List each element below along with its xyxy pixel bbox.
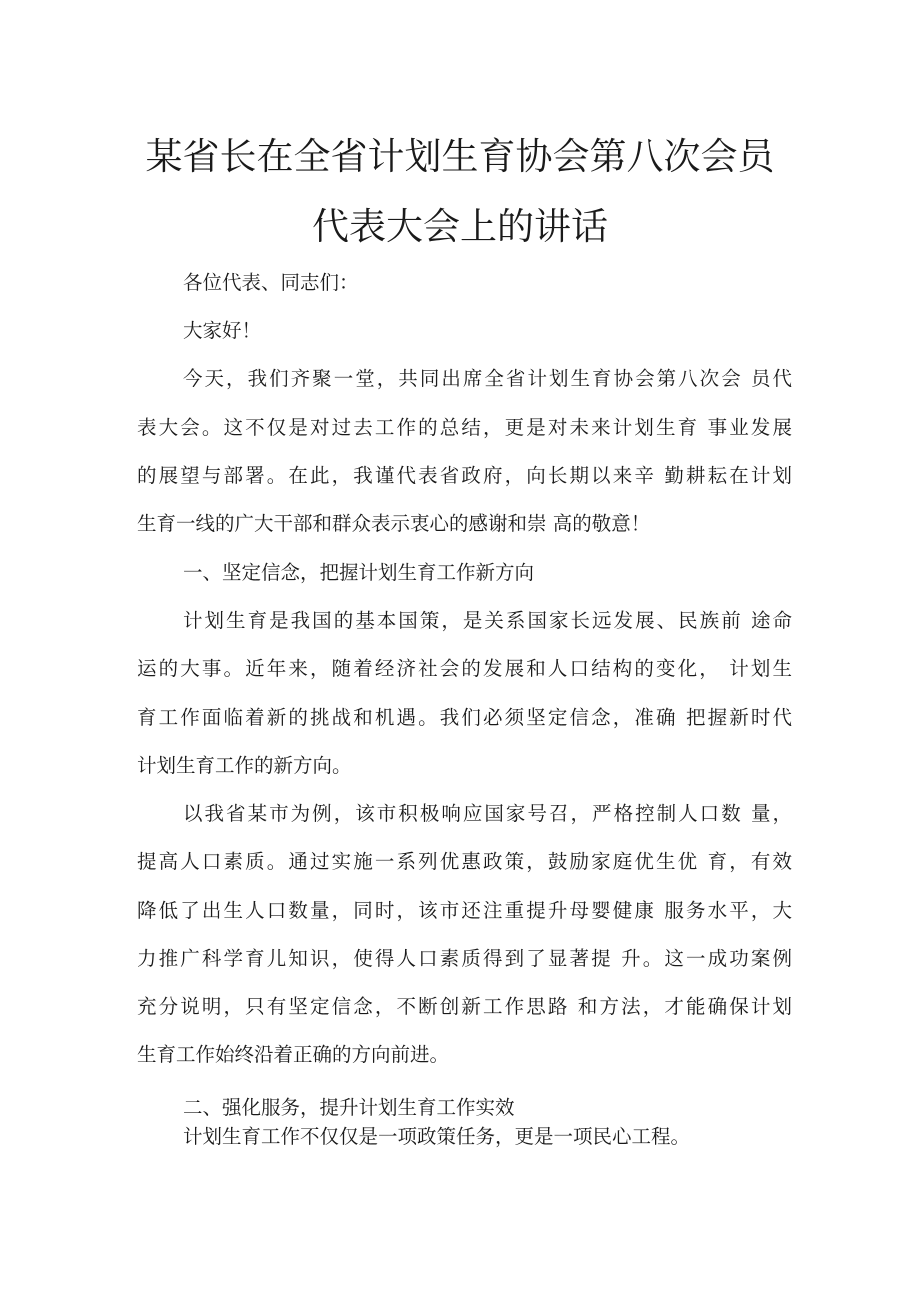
- paragraph-line: 力推广科学育儿知识，使得人口素质得到了显著提 升。这一成功案例: [137, 947, 792, 970]
- section-heading-1: 一、坚定信念，把握计划生育工作新方向: [183, 561, 535, 584]
- paragraph-line: 降低了出生人口数量，同时，该市还注重提升母婴健康 服务水平，大: [137, 899, 792, 922]
- document-title-line-1: 某省长在全省计划生育协会第八次会员: [145, 135, 775, 178]
- salutation: 各位代表、同志们：: [183, 271, 359, 294]
- document-title-line-2: 代表大会上的讲话: [312, 205, 608, 248]
- paragraph-line: 生育工作始终沿着正确的方向前进。: [137, 1043, 450, 1066]
- paragraph-line: 充分说明，只有坚定信念，不断创新工作思路 和方法，才能确保计划: [137, 995, 792, 1018]
- paragraph-line: 表大会。这不仅是对过去工作的总结，更是对未来计划生育 事业发展: [137, 416, 792, 439]
- paragraph-line: 计划生育是我国的基本国策，是关系国家长远发展、民族前 途命: [183, 609, 792, 632]
- paragraph-line: 计划生育工作不仅仅是一项政策任务，更是一项民心工程。: [183, 1125, 691, 1148]
- paragraph-line: 提高人口素质。通过实施一系列优惠政策，鼓励家庭优生优 育，有效: [137, 850, 792, 873]
- section-heading-2: 二、强化服务，提升计划生育工作实效: [183, 1096, 515, 1119]
- paragraph-line: 的展望与部署。在此，我谨代表省政府，向长期以来辛 勤耕耘在计划: [137, 464, 792, 487]
- paragraph-line: 计划生育工作的新方向。: [137, 754, 352, 777]
- greeting: 大家好！: [183, 319, 262, 342]
- paragraph-line: 以我省某市为例，该市积极响应国家号召，严格控制人口数 量，: [183, 802, 792, 825]
- paragraph-line: 育工作面临着新的挑战和机遇。我们必须坚定信念，准确 把握新时代: [137, 706, 792, 729]
- paragraph-line: 今天，我们齐聚一堂，共同出席全省计划生育协会第八次会 员代: [183, 367, 792, 390]
- paragraph-line: 生育一线的广大干部和群众表示衷心的感谢和崇 高的敬意！: [137, 512, 651, 535]
- paragraph-line: 运的大事。近年来，随着经济社会的发展和人口结构的变化， 计划生: [137, 657, 792, 680]
